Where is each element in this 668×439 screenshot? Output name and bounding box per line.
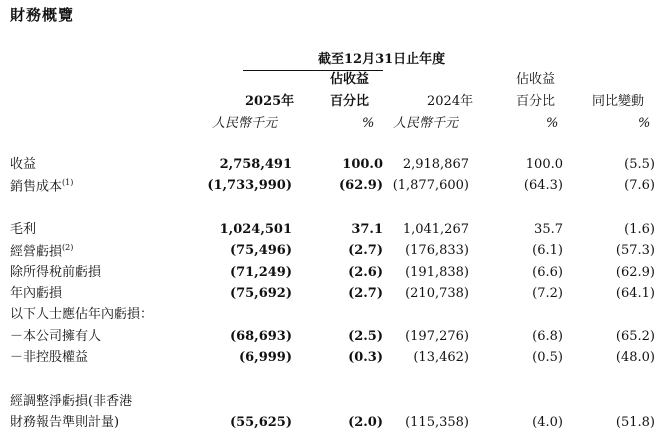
col-2024-pct-line2: 百分比 — [516, 94, 556, 109]
col-2025-pct-line1: 佔收益 — [330, 72, 370, 87]
row-label-text: 銷售成本 — [10, 179, 63, 195]
cell-p2025: (2.7) — [348, 286, 383, 301]
cell-yoy: (48.0) — [615, 350, 655, 365]
cell-p2024: 100.0 — [525, 157, 563, 172]
row-label-text: 以下人士應佔年內虧損： — [10, 307, 154, 322]
cell-v2025: (71,249) — [229, 265, 292, 280]
page-title: 財務概覽 — [10, 6, 75, 24]
cell-v2024: (210,738) — [405, 286, 469, 301]
col-2024-heading: 2024年 — [427, 94, 474, 109]
col-2024-unit: 人民幣千元 — [393, 116, 459, 131]
row-label — [10, 158, 36, 171]
cell-p2024: (0.5) — [532, 350, 563, 365]
cell-p2024: 35.7 — [534, 222, 563, 237]
cell-v2024: 1,041,267 — [402, 222, 469, 237]
cell-yoy: (65.2) — [615, 329, 655, 344]
row-label — [10, 416, 119, 429]
cell-v2025: 2,758,491 — [219, 157, 292, 172]
row-label — [10, 287, 62, 300]
cell-v2024: (191,838) — [405, 265, 469, 280]
cell-p2024: (4.0) — [532, 415, 563, 430]
col-2024-pct-unit: % — [546, 116, 559, 131]
cell-v2025: (75,692) — [229, 286, 292, 301]
col-2025-pct-line2: 百分比 — [330, 94, 370, 109]
cell-yoy: (5.5) — [624, 157, 655, 172]
period-heading: 截至12月31日止年度 — [318, 52, 446, 67]
footnote-marker: (2) — [62, 243, 74, 252]
row-label-text: 收益 — [10, 157, 37, 172]
col-2024-pct-line1: 佔收益 — [516, 72, 556, 87]
col-2025-unit: 人民幣千元 — [212, 116, 278, 131]
row-label — [10, 266, 101, 279]
cell-v2025: (68,693) — [229, 329, 292, 344]
col-2025-heading: 2025年 — [245, 94, 295, 109]
cell-v2025: (1,733,990) — [207, 178, 292, 193]
col-2025-pct-unit: % — [362, 116, 375, 131]
cell-p2025: (2.6) — [348, 265, 383, 280]
row-label — [10, 351, 88, 364]
cell-yoy: (57.3) — [615, 243, 655, 258]
cell-yoy: (64.1) — [615, 286, 655, 301]
cell-p2024: (64.3) — [523, 178, 563, 193]
cell-yoy: (1.6) — [624, 222, 655, 237]
cell-p2025: (62.9) — [339, 178, 383, 193]
cell-p2025: (2.0) — [348, 415, 383, 430]
cell-v2024: 2,918,867 — [402, 157, 469, 172]
cell-p2024: (6.8) — [532, 329, 563, 344]
cell-p2025: (2.7) — [348, 243, 383, 258]
row-label — [10, 330, 101, 343]
cell-yoy: (62.9) — [615, 265, 655, 280]
row-label — [10, 308, 153, 321]
row-label-text: 財務報告準則計量) — [10, 415, 120, 430]
cell-p2025: 37.1 — [351, 222, 383, 237]
cell-v2024: (176,833) — [405, 243, 469, 258]
header-rule-2025 — [243, 70, 383, 71]
cell-p2025: (0.3) — [348, 350, 383, 365]
cell-yoy: (51.8) — [615, 415, 655, 430]
cell-p2024: (6.1) — [532, 243, 563, 258]
cell-v2024: (13,462) — [413, 350, 469, 365]
row-label-text: 年內虧損 — [10, 286, 63, 301]
row-label-text: 經調整淨虧損(非香港 — [10, 394, 133, 409]
cell-v2024: (115,358) — [405, 415, 469, 430]
row-label-text: 經營虧損 — [10, 244, 63, 260]
row-label-text: 除所得稅前虧損 — [10, 265, 102, 280]
row-label — [10, 179, 73, 193]
cell-p2025: (2.5) — [348, 329, 383, 344]
cell-v2025: 1,024,501 — [219, 222, 292, 237]
cell-p2024: (7.2) — [532, 286, 563, 301]
col-yoy-heading: 同比變動 — [592, 94, 645, 109]
row-label — [10, 395, 132, 408]
col-yoy-unit: % — [638, 116, 651, 131]
cell-v2025: (6,999) — [238, 350, 292, 365]
row-label — [10, 244, 73, 258]
cell-v2025: (55,625) — [229, 415, 292, 430]
cell-v2024: (1,877,600) — [392, 178, 469, 193]
cell-v2025: (75,496) — [229, 243, 292, 258]
cell-v2024: (197,276) — [405, 329, 469, 344]
row-label — [10, 223, 36, 236]
row-label-text: －本公司擁有人 — [10, 329, 102, 344]
footnote-marker: (1) — [62, 178, 74, 187]
cell-p2025: 100.0 — [342, 157, 383, 172]
row-label-text: 毛利 — [10, 222, 37, 237]
cell-yoy: (7.6) — [624, 178, 655, 193]
row-label-text: －非控股權益 — [10, 350, 89, 365]
cell-p2024: (6.6) — [532, 265, 563, 280]
